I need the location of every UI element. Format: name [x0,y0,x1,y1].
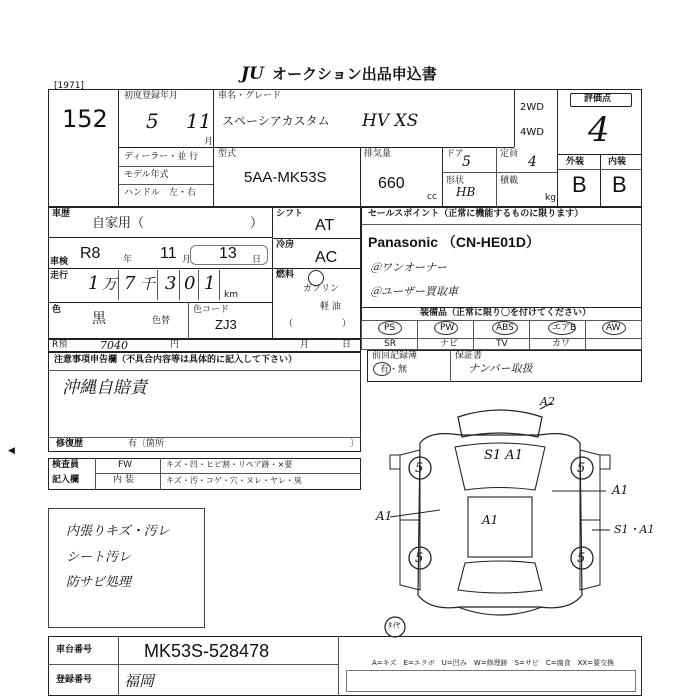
car-damage-diagram [360,395,650,630]
inspector-entry-label: 記入欄 [52,475,80,485]
first-reg-year: 5 [146,109,159,133]
handnote-3: 防サビ処理 [66,575,132,590]
recycle-month: 月 [300,340,310,350]
lot-number: 152 [62,105,108,133]
ju-logo: JU [241,64,264,84]
fuel-paren-r: ） [342,319,352,329]
displacement-value: 660 [378,175,405,192]
sales-line1: Panasonic （CN-HE01D） [368,234,540,250]
usage-label: 車歴 [52,209,71,219]
inspector-row1: キズ・凹・ヒビ割・リペア跡・×要 [166,460,293,469]
equip-aw: AW [606,323,621,333]
damage-a2: A2 [540,395,555,408]
int-label: 内装 [608,157,627,167]
form-title: オークション出品申込書 [272,65,437,83]
ac-value: AC [315,249,338,266]
inspector-interior: 内 装 [113,475,134,485]
form-number: [1971] [54,81,84,91]
mileage-d3: 3 [165,273,177,294]
equip-abs: ABS [496,323,514,333]
handnote-2: シート汚レ [66,550,132,565]
damage-s1a1-right: S1・A1 [614,523,655,536]
shape-value: HB [456,185,476,199]
car-grade: HV XS [362,111,419,131]
first-reg-label: 初度登録年月 [124,91,179,101]
recycle-day: 日 [342,340,352,350]
fuel-gasoline: ガソリン [303,284,340,294]
mileage-label: 走行 [50,271,69,281]
mileage-u2: 千 [140,275,156,293]
usage-close: ） [250,216,264,231]
drive-2wd: 2WD [520,102,544,113]
damage-a1-right: A1 [612,483,629,497]
damage-s1a1-top: S1 A1 [484,448,523,463]
color-code-label: 色コード [193,305,230,315]
inspection-label: 車検 [50,257,69,267]
chassis-label: 車台番号 [56,645,93,655]
model-type: 5AA-MK53S [244,169,327,186]
equip-navi: ナビ [440,339,459,349]
inspection-year-unit: 年 [123,255,133,265]
equip-pw: PW [440,323,455,333]
inspector-label: 検査員 [52,460,80,470]
tire-rr: 5 [577,551,586,566]
repair-label: 修復歴 [56,439,84,449]
first-reg-month-unit: 月 [204,137,214,147]
sales-title: セールスポイント（正常に機能するものに限ります） [368,209,584,219]
sales-line2: ＠ワンオーナー [370,261,447,274]
displacement-unit: cc [427,192,437,202]
mileage-d4: 0 [184,273,196,294]
fuel-diesel: 軽 油 [320,302,341,312]
first-reg-month: 11 [186,109,212,133]
mileage-d1: 1 [88,273,100,294]
mileage-unit: km [224,290,238,300]
repair-close: 〕 [350,439,360,449]
notes-line1: 沖縄自賠責 [62,378,147,398]
equip-ps: PS [384,323,396,333]
inspection-day-unit: 日 [252,255,262,265]
equip-airbag: エアB [552,323,577,333]
spare-tire-mark: ﾀｲﾔ [388,621,400,630]
shape-label: 形状 [446,176,465,186]
equipment-title: 装備品（正常に限り〇を付けてください） [420,308,592,318]
handnote-1: 内張りキズ・汚レ [66,524,170,539]
notes-title: 注意事項申告欄（不具合内容等は具体的に記入して下さい） [54,355,298,365]
equip-tv: TV [496,339,508,349]
car-model: スペーシアカスタム [222,114,330,128]
int-grade: B [612,172,627,197]
plate-value: 福岡 [124,672,155,690]
recycle-unit: 円 [170,340,180,350]
doors-value: 5 [462,154,471,170]
warranty-label: 保証書 [455,351,483,361]
score-label: 評価点 [584,94,612,104]
displacement-label: 排気量 [364,149,392,159]
capacity-value: 4 [528,154,537,170]
handle-label: ハンドル 左・右 [124,188,197,198]
record-book-value: 有・無 [380,365,408,375]
doors-label: ドア [446,149,464,159]
tire-fr: 5 [577,461,586,476]
equip-sr: SR [384,339,396,349]
usage-value: 自家用（ [92,216,145,231]
margin-marker: ◀ [8,446,15,456]
car-name-label: 車名・グレード [218,91,282,101]
tire-fl: 5 [415,461,424,476]
score-value: 4 [588,110,610,150]
inspector-fw: FW [118,460,133,470]
inspection-day: 13 [219,245,237,262]
mileage-u1: 万 [102,275,118,293]
recycle-label: R預 [52,340,68,350]
loading-label: 積載 [500,176,519,186]
shift-label: シフト [276,209,304,219]
tire-rl: 5 [415,551,424,566]
inspection-era: R8 [80,245,101,262]
color-code: ZJ3 [215,317,237,332]
damage-a1-left: A1 [376,509,393,523]
capacity-label: 定員 [500,149,519,159]
drive-4wd: 4WD [520,127,544,138]
damage-a1-center: A1 [482,513,499,527]
plate-label: 登録番号 [56,675,93,685]
model-year-label: モデル年式 [124,170,169,180]
mileage-d2: 7 [124,273,136,294]
fuel-label: 燃料 [276,270,295,280]
sales-line3: ＠ユーザー買取車 [370,285,458,298]
inspection-month-unit: 月 [182,255,192,265]
repair-value: 有〔箇所 [128,439,165,449]
color-change-label: 色替 [152,316,171,326]
fuel-paren-l: （ [284,319,294,329]
inspection-month: 11 [160,245,177,262]
record-book-label: 前回記録簿 [372,351,418,361]
inspector-row2: キズ・汚・コゲ・穴・ヌレ・ヤレ・臭 [166,476,302,485]
color-label: 色 [52,305,62,315]
ext-grade: B [572,172,587,197]
warranty-value: ナンバー取扱 [468,362,533,375]
equip-leather: カワ [552,339,571,349]
chassis-number: MK53S-528478 [144,641,270,661]
ac-label: 冷房 [276,240,295,250]
recycle-value: 7040 [100,339,128,352]
model-type-label: 型式 [218,149,237,159]
dealer-label: ディーラー・並 行 [124,152,199,162]
ext-label: 外装 [566,157,585,167]
loading-unit: kg [545,193,556,203]
mileage-d5: 1 [204,273,216,294]
damage-legend: A=キズ E=エクボ U=凹み W=修理跡 S=サビ C=腐食 XX=要交換 [372,659,615,667]
color-value: 黒 [92,311,106,327]
shift-value: AT [315,217,335,234]
